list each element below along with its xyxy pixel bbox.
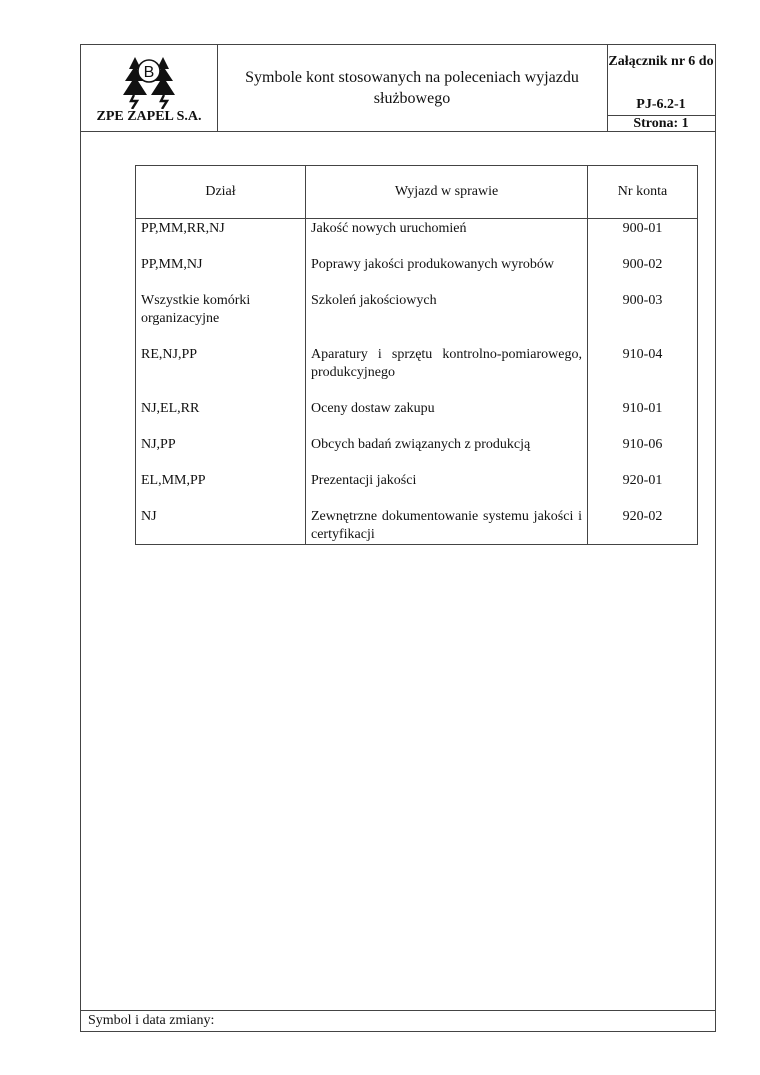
column-header-purpose: Wyjazd w sprawie	[306, 166, 588, 219]
cell-account: 910-01	[588, 399, 698, 435]
page-number: Strona: 1	[607, 115, 715, 132]
document-header	[80, 44, 716, 132]
cell-account: 900-01	[588, 219, 698, 256]
cell-dept: NJ,PP	[136, 435, 306, 471]
cell-dept: EL,MM,PP	[136, 471, 306, 507]
cell-purpose: Oceny dostaw zakupu	[306, 399, 588, 435]
table-row	[136, 291, 698, 345]
cell-account: 920-02	[588, 507, 698, 545]
document-code: PJ-6.2-1	[636, 97, 686, 112]
company-logo	[121, 53, 177, 109]
cell-purpose: Zewnętrzne dokumentowanie systemu jakości i certyfikacji	[306, 507, 588, 545]
logo-letter: B	[143, 64, 155, 81]
change-record-label: Symbol i data zmiany:	[88, 1013, 215, 1028]
cell-account: 920-01	[588, 471, 698, 507]
table-row	[136, 507, 698, 545]
cell-account: 910-06	[588, 435, 698, 471]
cell-account: 910-04	[588, 345, 698, 399]
cell-dept: RE,NJ,PP	[136, 345, 306, 399]
cell-account: 900-02	[588, 255, 698, 291]
column-header-dept: Dział	[136, 166, 306, 219]
cell-dept: PP,MM,RR,NJ	[136, 219, 306, 256]
cell-dept: PP,MM,NJ	[136, 255, 306, 291]
cell-account: 900-03	[588, 291, 698, 345]
company-name: ZPE ZAPEL S.A.	[96, 109, 202, 124]
table-row	[136, 219, 698, 256]
meta-cell	[607, 45, 715, 131]
cell-purpose: Szkoleń jakościowych	[306, 291, 588, 345]
cell-purpose: Aparatury i sprzętu kontrolno-pomiarowego, produkcyjnego	[306, 345, 588, 399]
column-header-account: Nr konta	[588, 166, 698, 219]
cell-purpose: Poprawy jakości produkowanych wyrobów	[306, 255, 588, 291]
change-record-footer	[80, 1010, 716, 1032]
table-row	[136, 435, 698, 471]
table-row	[136, 471, 698, 507]
document-title-cell	[217, 45, 608, 131]
cell-dept: NJ,EL,RR	[136, 399, 306, 435]
table-row	[136, 345, 698, 399]
table-header-row	[136, 166, 698, 219]
cell-purpose: Jakość nowych uruchomień	[306, 219, 588, 256]
attachment-label: Załącznik nr 6 do	[608, 54, 714, 69]
table-row	[136, 255, 698, 291]
cell-dept: Wszystkie komórki organizacyjne	[136, 291, 306, 345]
cell-purpose: Obcych badań związanych z produkcją	[306, 435, 588, 471]
table-row	[136, 399, 698, 435]
cell-purpose: Prezentacji jakości	[306, 471, 588, 507]
cell-dept: NJ	[136, 507, 306, 545]
logo-cell	[81, 45, 218, 131]
accounts-table	[135, 165, 698, 545]
document-title: Symbole kont stosowanych na poleceniach wyjazdu służbowego	[245, 69, 579, 107]
